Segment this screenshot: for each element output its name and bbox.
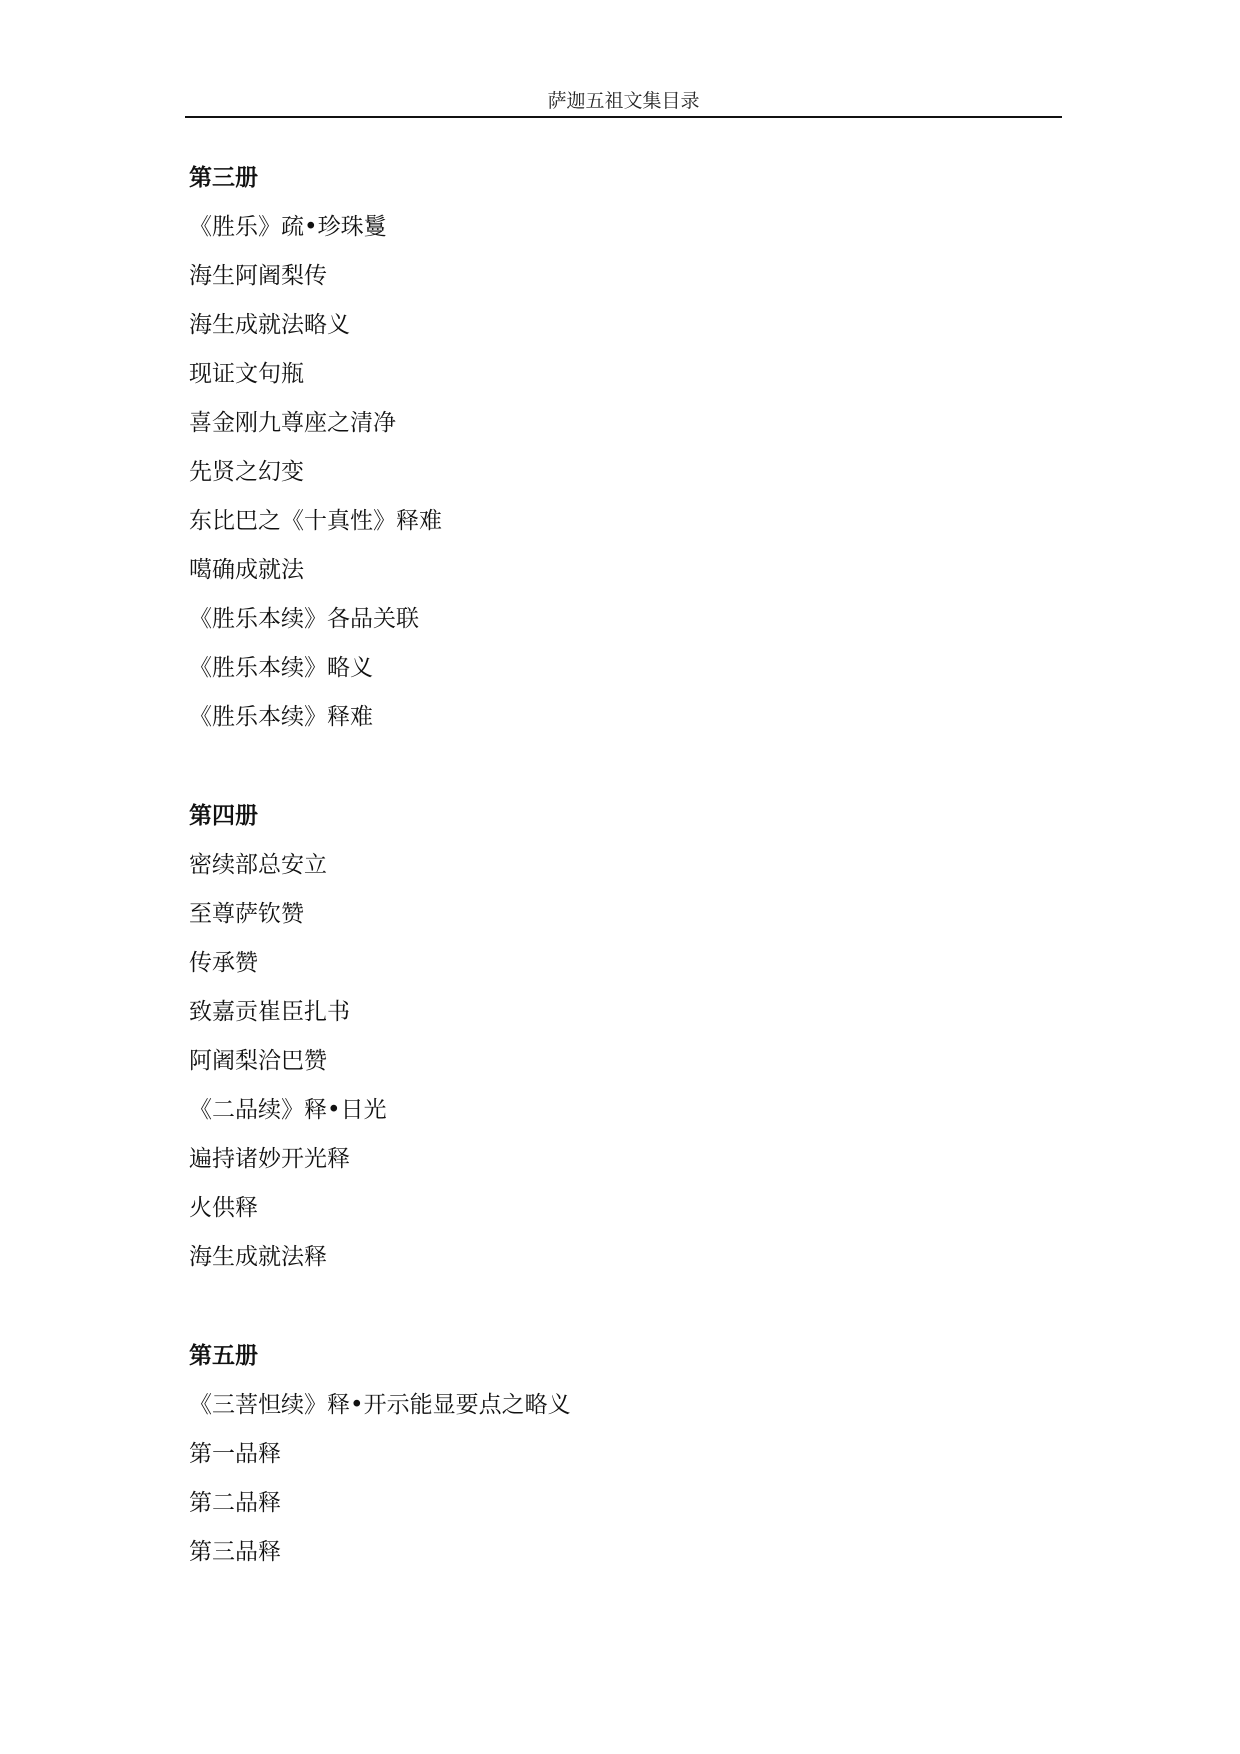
toc-entry: 至尊萨钦赞: [189, 901, 304, 927]
toc-entry: 《胜乐本续》各品关联: [189, 606, 419, 632]
toc-entry: 《三菩怛续》释•开示能显要点之略义: [189, 1392, 571, 1418]
volume-title: 第三册: [189, 165, 258, 191]
toc-entry: 第二品释: [189, 1490, 281, 1516]
running-header: 萨迦五祖文集目录: [547, 90, 700, 112]
toc-entry: 噶确成就法: [189, 557, 304, 583]
toc-entry: 遍持诸妙开光释: [189, 1146, 350, 1172]
toc-entry: 《二品续》释•日光: [189, 1097, 387, 1123]
toc-entry: 第一品释: [189, 1441, 281, 1467]
volume-title: 第四册: [189, 803, 258, 829]
header-rule: [185, 116, 1062, 118]
volume-section-4: [189, 792, 1049, 1282]
toc-entry: 海生成就法略义: [189, 312, 350, 338]
volume-section-3: [189, 154, 1049, 742]
toc-entry: 传承赞: [189, 950, 258, 976]
toc-entry: 第三品释: [189, 1539, 281, 1565]
entry-list: [189, 1381, 1049, 1577]
toc-entry: 东比巴之《十真性》释难: [189, 508, 442, 534]
toc-entry: 阿阇梨洽巴赞: [189, 1048, 327, 1074]
toc-entry: 密续部总安立: [189, 852, 327, 878]
toc-entry: 《胜乐》疏•珍珠鬘: [189, 214, 387, 240]
toc-entry: 现证文句瓶: [189, 361, 304, 387]
toc-entry: 海生阿阇梨传: [189, 263, 327, 289]
toc-entry: 《胜乐本续》释难: [189, 704, 373, 730]
toc-entry: 火供释: [189, 1195, 258, 1221]
toc-entry: 喜金刚九尊座之清净: [189, 410, 396, 436]
entry-list: [189, 841, 1049, 1282]
table-of-contents: [189, 154, 1049, 1627]
toc-entry: 《胜乐本续》略义: [189, 655, 373, 681]
volume-title: 第五册: [189, 1343, 258, 1369]
toc-entry: 先贤之幻变: [189, 459, 304, 485]
toc-entry: 致嘉贡崔臣扎书: [189, 999, 350, 1025]
volume-section-5: [189, 1332, 1049, 1577]
entry-list: [189, 203, 1049, 742]
toc-entry: 海生成就法释: [189, 1244, 327, 1270]
